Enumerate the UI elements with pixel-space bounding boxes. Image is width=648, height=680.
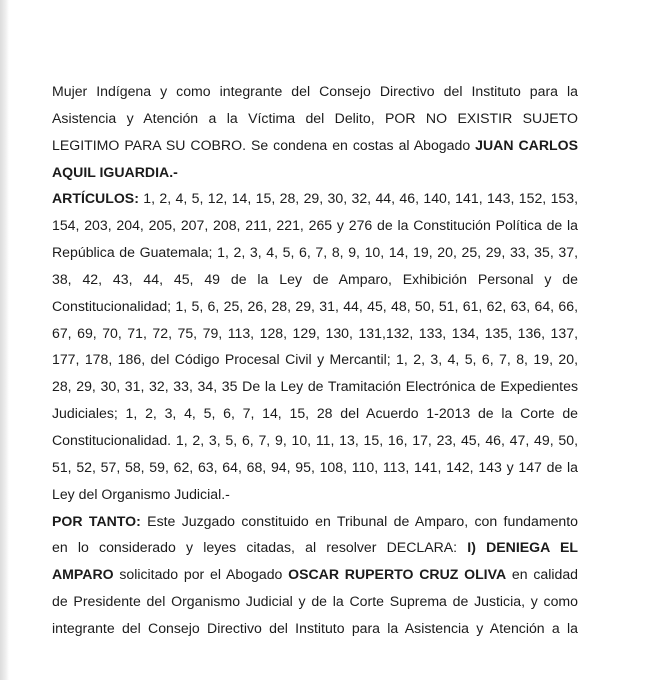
text-run: 67, 69, 70, 71, 72, 75, 79, 113, 128, 129, 130, 131,132, 133, 134, 135, 136, 137, xyxy=(52,324,578,341)
text-line xyxy=(52,481,578,508)
bold-text-run: AMPARO xyxy=(52,566,114,583)
bold-text-run: ARTÍCULOS: xyxy=(52,190,139,207)
document-page xyxy=(52,78,578,642)
text-line xyxy=(52,132,578,159)
text-line xyxy=(52,400,578,427)
text-line xyxy=(52,293,578,320)
text-line xyxy=(52,159,578,186)
text-run: 177, 178, 186, del Código Procesal Civil y Mercantil; 1, 2, 3, 4, 5, 6, 7, 8, 19, 20, xyxy=(52,351,578,368)
text-run: Constitucionalidad. 1, 2, 3, 5, 6, 7, 9, 10, 11, 13, 15, 16, 17, 23, 45, 46, 47, 49, 50, xyxy=(52,431,578,448)
text-line xyxy=(52,561,578,588)
text-run: 1, 2, 4, 5, 12, 14, 15, 28, 29, 30, 32, 44, 46, 140, 141, 143, 152, 153, xyxy=(138,190,578,207)
bold-text-run: JUAN CARLOS xyxy=(475,136,578,153)
text-line xyxy=(52,346,578,373)
text-run: 154, 203, 204, 205, 207, 208, 211, 221, 265 y 276 de la Constitución Política de la xyxy=(52,217,578,234)
text-run: República de Guatemala; 1, 2, 3, 4, 5, 6, 7, 8, 9, 10, 14, 19, 20, 25, 29, 33, 35, 37, xyxy=(52,244,578,261)
text-line xyxy=(52,427,578,454)
text-line xyxy=(52,588,578,615)
text-line xyxy=(52,185,578,212)
text-line xyxy=(52,78,578,105)
text-run: 51, 52, 57, 58, 59, 62, 63, 64, 68, 94, 95, 108, 110, 113, 141, 142, 143 y 147 de la xyxy=(52,458,578,475)
text-line xyxy=(52,105,578,132)
text-line xyxy=(52,615,578,642)
text-run: Ley del Organismo Judicial.- xyxy=(52,485,230,502)
text-run: LEGITIMO PARA SU COBRO. Se condena en costas al Abogado xyxy=(52,136,476,153)
text-line xyxy=(52,454,578,481)
text-line xyxy=(52,373,578,400)
bold-text-run: I) DENIEGA EL xyxy=(467,539,578,556)
bold-text-run: AQUIL IGUARDIA.- xyxy=(52,163,178,180)
text-run: 38, 42, 43, 44, 45, 49 de la Ley de Amparo, Exhibición Personal y de xyxy=(52,270,578,287)
text-run: 28, 29, 30, 31, 32, 33, 34, 35 De la Ley de Tramitación Electrónica de Expedientes xyxy=(52,378,578,395)
text-line xyxy=(52,320,578,347)
text-run: Asistencia y Atención a la Víctima del Delito, POR NO EXISTIR SUJETO xyxy=(52,109,578,126)
page-left-edge-shadow xyxy=(0,0,9,680)
text-run: Judiciales; 1, 2, 3, 4, 5, 6, 7, 14, 15, 28 del Acuerdo 1-2013 de la Corte de xyxy=(52,405,578,422)
text-line xyxy=(52,508,578,535)
text-run: Mujer Indígena y como integrante del Consejo Directivo del Instituto para la xyxy=(52,83,578,99)
text-run: solicitado por el Abogado xyxy=(113,566,289,583)
text-line xyxy=(52,534,578,561)
text-run: Este Juzgado constituido en Tribunal de Amparo, con fundamento xyxy=(140,512,578,529)
text-run: integrante del Consejo Directivo del Instituto para la Asistencia y Atención a la xyxy=(52,619,578,636)
text-run: en calidad xyxy=(506,566,578,583)
text-run: en lo considerado y leyes citadas, al resolver DECLARA: xyxy=(52,539,468,556)
text-run: Constitucionalidad; 1, 5, 6, 25, 26, 28, 29, 31, 44, 45, 48, 50, 51, 61, 62, 63, 64, 66, xyxy=(52,297,578,314)
text-run: de Presidente del Organismo Judicial y de la Corte Suprema de Justicia, y como xyxy=(52,593,578,610)
bold-text-run: POR TANTO: xyxy=(52,512,141,529)
text-line xyxy=(52,266,578,293)
text-line xyxy=(52,239,578,266)
bold-text-run: OSCAR RUPERTO CRUZ OLIVA xyxy=(288,566,507,583)
text-line xyxy=(52,212,578,239)
